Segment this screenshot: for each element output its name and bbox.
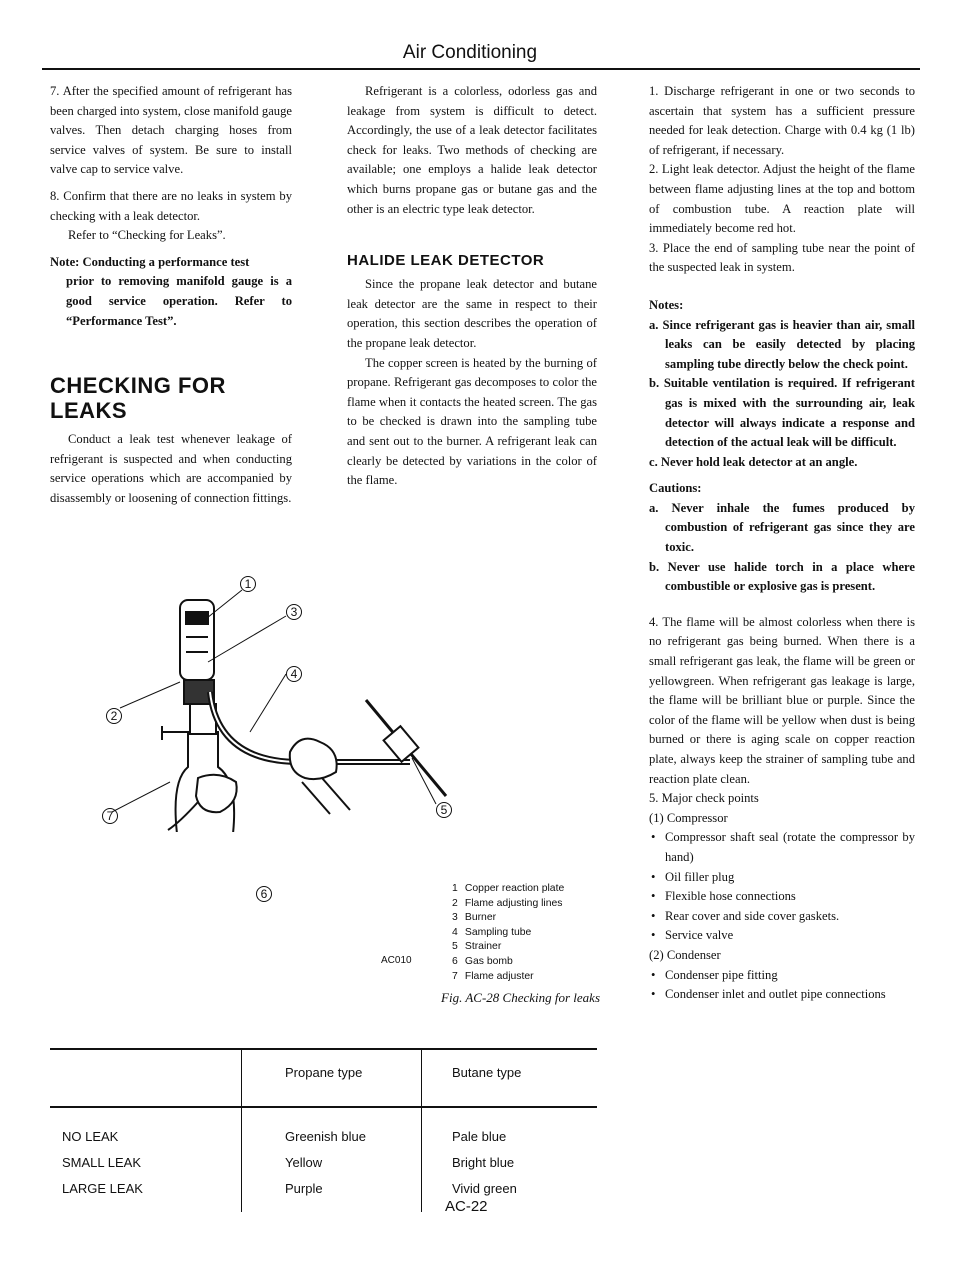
callout-3: 3: [286, 604, 302, 620]
column-right: [649, 82, 915, 1005]
step-4: 4. The flame will be almost colorless when there is no refrigerant gas being burned. When there is a small refrigerant gas leak, the flame will be green or yellowgreen. When refrigerant gas leakage is large, the flame will be brilliant blue or purple. Since the color of the flame will be yellow when dust is being burned or there is aging scale on copper reaction plate, always keep the strainer of sampling tube and reaction plate clean.: [649, 614, 915, 786]
step-8-reference: Refer to “Checking for Leaks”.: [68, 228, 226, 243]
table-header-propane: Propane type: [285, 1065, 363, 1080]
section-title-leaks: LEAKS: [50, 398, 128, 424]
check-point-item: • Service valve: [649, 926, 915, 946]
note-a: a. Since refrigerant gas is heavier than air, small leaks can be easily detected by placing sampling tube directly below the check point.: [649, 317, 915, 371]
legend-item: 5 Strainer: [452, 941, 502, 953]
leak-detector-illustration: [50, 577, 600, 832]
note-c: c. Never hold leak detector at an angle.: [649, 454, 858, 469]
table-row-label: SMALL LEAK: [62, 1155, 142, 1170]
table-header-butane: Butane type: [452, 1065, 522, 1080]
legend-item: 1 Copper reaction plate: [452, 883, 565, 894]
step-7: 7. After the specified amount of refrigerant has been charged into system, close manifold gauge valves. Then detach charging hoses from service valves of system. Be sure to install valve cap to service valve.: [50, 84, 292, 177]
legend-item: 3 Burner: [452, 912, 497, 924]
section-title-halide: HALIDE LEAK DETECTOR: [347, 252, 545, 270]
page-header-title: Air Conditioning: [402, 42, 538, 63]
header-rule: [42, 68, 920, 70]
table-divider: [241, 1050, 242, 1212]
step-1: 1. Discharge refrigerant in one or two seconds to ascertain that system has a sufficient pressure needed for leak detection. Charge with 0.4 kg (1 lb) of refrigerant, if necessary.: [649, 84, 915, 157]
figure-caption: Fig. AC-28 Checking for leaks: [441, 990, 600, 1005]
table-top-rule: [50, 1048, 597, 1050]
halide-paragraph-1: Since the propane leak detector and butane leak detector are the same in respect to their operation, this section describes the operation of the propane leak detector.: [347, 277, 597, 350]
table-cell: Greenish blue: [285, 1129, 366, 1144]
cautions-heading: Cautions:: [649, 481, 702, 496]
table-cell: Yellow: [285, 1155, 323, 1170]
step-2: 2. Light leak detector. Adjust the height of the flame between flame adjusting lines at the top and bottom of combustion tube. A reaction plate will immediately become red hot.: [649, 162, 915, 236]
halide-paragraph-2: The copper screen is heated by the burning of propane. Refrigerant gas decomposes to color the flame when it contacts the heated screen. The gas to be checked is drawn into the sampling tube and sent out to the burner. A refrigerant leak can clearly be detected by variations in the color of the flame.: [347, 355, 597, 488]
column-middle: [347, 82, 597, 491]
figure-legend: [452, 882, 564, 984]
check-point-item: • Flexible hose connections: [649, 887, 915, 907]
callout-2: 2: [106, 708, 122, 724]
figure-code: AC010: [381, 955, 412, 966]
note-heading: Note: Conducting a performance test: [50, 254, 250, 269]
caution-a: a. Never inhale the fumes produced by combustion of refrigerant gas since they are toxic.: [649, 500, 915, 555]
leak-test-paragraph: Conduct a leak test whenever leakage of refrigerant is suspected and when conducting service operations which are accompanied by disassembly or loosening of connection fittings.: [50, 432, 292, 505]
group-compressor: (1) Compressor: [649, 810, 728, 825]
table-cell: Pale blue: [452, 1129, 507, 1144]
legend-item: 6 Gas bomb: [452, 955, 513, 967]
page-number: AC-22: [445, 1198, 488, 1215]
section-title-checking: CHECKING FOR: [50, 373, 226, 399]
step-3: 3. Place the end of sampling tube near the point of the suspected leak in system.: [649, 240, 915, 275]
callout-4: 4: [286, 666, 302, 682]
step-5: 5. Major check points: [649, 791, 759, 806]
callout-5: 5: [436, 802, 452, 818]
callout-1: 1: [240, 576, 256, 592]
table-cell: Vivid green: [452, 1181, 517, 1196]
check-point-item: • Rear cover and side cover gaskets.: [649, 907, 915, 927]
table-cell: Purple: [285, 1181, 323, 1196]
table-divider: [421, 1050, 422, 1212]
table-header-rule: [50, 1106, 597, 1108]
table-cell: Bright blue: [452, 1155, 515, 1170]
step-8: 8. Confirm that there are no leaks in system by checking with a leak detector.: [50, 188, 292, 223]
legend-item: 4 Sampling tube: [452, 926, 532, 938]
caution-b: b. Never use halide torch in a place where combustible or explosive gas is present.: [649, 559, 915, 594]
notes-heading: Notes:: [649, 297, 684, 312]
table-row-label: NO LEAK: [62, 1129, 119, 1144]
legend-item: 7 Flame adjuster: [452, 970, 534, 982]
table-row-label: LARGE LEAK: [62, 1181, 143, 1196]
callout-6: 6: [256, 886, 272, 902]
leak-detector-drawing: [50, 582, 600, 832]
check-point-item: • Condenser inlet and outlet pipe connections: [649, 985, 915, 1005]
check-point-item: • Condenser pipe fitting: [649, 966, 915, 986]
note-body: prior to removing manifold gauge is a good service operation. Refer to “Performance Test”.: [66, 274, 292, 328]
group-condenser: (2) Condenser: [649, 947, 721, 962]
check-point-item: • Oil filler plug: [649, 868, 915, 888]
note-b: b. Suitable ventilation is required. If refrigerant gas is mixed with the surrounding air, leak detector will always indicate a response and detection of the actual leak will be difficult.: [649, 376, 915, 450]
legend-item: 2 Flame adjusting lines: [452, 897, 563, 909]
column-left: [50, 82, 292, 509]
refrigerant-intro: Refrigerant is a colorless, odorless gas and leakage from system is difficult to detect. Accordingly, the use of a leak detector facilitates check for leaks. Two methods of checking are available; one employs a halide leak detector which burns propane gas or butane gas and the other is an electric type leak detector.: [347, 84, 597, 216]
callout-7: 7: [102, 808, 118, 824]
check-point-item: • Compressor shaft seal (rotate the compressor by hand): [649, 828, 915, 867]
